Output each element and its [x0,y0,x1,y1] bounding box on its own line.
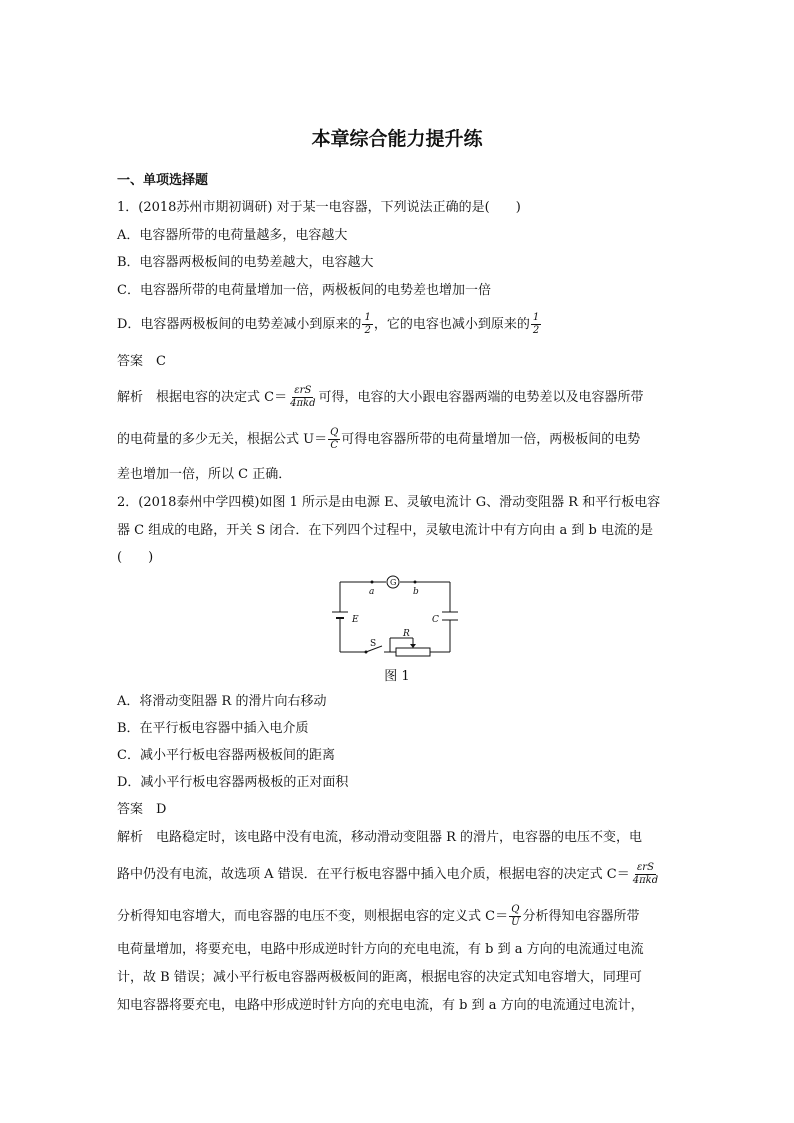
fraction-numerator: 1 [364,312,371,323]
label-a: a [369,587,375,597]
exp-text: 分析得知电容增大，而电容器的电压不变，则根据电容的定义式 C＝ [117,909,509,924]
q1-option-d [117,312,542,337]
q1-option-c: C．电容器所带的电荷量增加一倍，两极板间的电势差也增加一倍 [117,283,491,298]
half-fraction [362,312,372,337]
fraction-denominator: U [511,917,520,928]
fraction-denominator: 2 [364,325,371,336]
label-e: E [352,615,359,625]
fraction-numerator: εrS [636,862,654,873]
section-heading: 一、单项选择题 [117,173,209,188]
fraction-denominator: C [330,440,339,451]
q1-option-d-text1: D．电容器两极板间的电势差减小到原来的 [117,317,362,332]
q2-explanation-line5: 计，故 B 错误；减小平行板电容器两极板间的距离，根据电容的决定式知电容增大，同理可 [117,970,642,985]
q2-option-a: A．将滑动变阻器 R 的滑片向右移动 [117,694,327,709]
q2-explanation-line1: 解析 电路稳定时，该电路中没有电流，移动滑动变阻器 R 的滑片，电容器的电压不变，电 [117,830,643,845]
capacitance-definition [509,904,521,929]
fraction-denominator: 4πkd [632,875,659,886]
q1-option-b: B．电容器两极板间的电势差越大，电容越大 [117,255,374,270]
fraction-numerator: 1 [532,312,540,323]
q2-option-d: D．减小平行板电容器两极板的正对面积 [117,775,349,790]
exp-text: 解析 根据电容的决定式 C＝ [117,390,288,405]
q2-explanation-line3 [117,904,640,929]
fraction-denominator: 2 [532,325,540,336]
half-fraction-2 [531,312,541,337]
capacitance-formula-2 [631,862,660,887]
q2-explanation-line6: 知电容器将要充电，电路中形成逆时针方向的充电电流，有 b 到 a 方向的电流通过电流计， [117,998,644,1013]
exp-text: 分析得知电容器所带 [522,909,640,924]
q2-stem-line1: 2．(2018泰州中学四模)如图 1 所示是由电源 E、灵敏电流计 G、滑动变阻器 R 和平行板电容 [117,495,661,510]
rheostat-arrow-icon [410,644,416,648]
q1-answer: 答案 C [117,354,166,369]
label-r: R [403,629,410,639]
fraction-numerator: Q [511,904,520,915]
exp-text: 可得电容器所带的电荷量增加一倍，两极板间的电势 [341,432,641,447]
circuit-diagram [330,574,470,660]
figure-caption: 图 1 [384,669,410,684]
label-s: S [370,639,377,649]
fraction-numerator: Q [330,427,339,438]
q1-explanation-line1 [117,385,644,410]
label-c: C [432,615,439,625]
label-b: b [413,587,419,597]
q2-option-c: C．减小平行板电容器两极板间的距离 [117,748,335,763]
q1-stem: 1．(2018苏州市期初调研) 对于某一电容器，下列说法正确的是( ) [117,200,521,215]
fraction-numerator: εrS [294,385,312,396]
voltage-formula [328,427,340,452]
q2-explanation-line2 [117,862,661,887]
q1-explanation-line2 [117,427,640,452]
fraction-denominator: 4πkd [290,398,316,409]
q1-explanation-line3: 差也增加一倍，所以 C 正确． [117,467,292,482]
galvanometer-label: G [390,578,397,587]
q2-stem-line2: 器 C 组成的电路，开关 S 闭合．在下列四个过程中，灵敏电流计中有方向由 a 到 b 电流的是 [117,523,653,538]
q2-explanation-line4: 电荷量增加，将要充电，电路中形成逆时针方向的充电电流，有 b 到 a 方向的电流通过电流 [117,942,644,957]
capacitance-formula [288,385,317,410]
q1-option-d-text2: ，它的电容也减小到原来的 [373,317,530,332]
exp-text: 的电荷量的多少无关，根据公式 U＝ [117,432,328,447]
q2-answer: 答案 D [117,802,167,817]
q2-stem-line3: ( ) [117,550,154,565]
q2-option-b: B．在平行板电容器中插入电介质 [117,721,309,736]
exp-text: 可得，电容的大小跟电容器两端的电势差以及电容器所带 [318,390,644,405]
page-title: 本章综合能力提升练 [311,128,483,150]
exp-text: 路中仍没有电流，故选项 A 错误．在平行板电容器中插入电介质，根据电容的决定式 C＝ [117,867,630,882]
q1-option-a: A．电容器所带的电荷量越多，电容越大 [117,228,348,243]
